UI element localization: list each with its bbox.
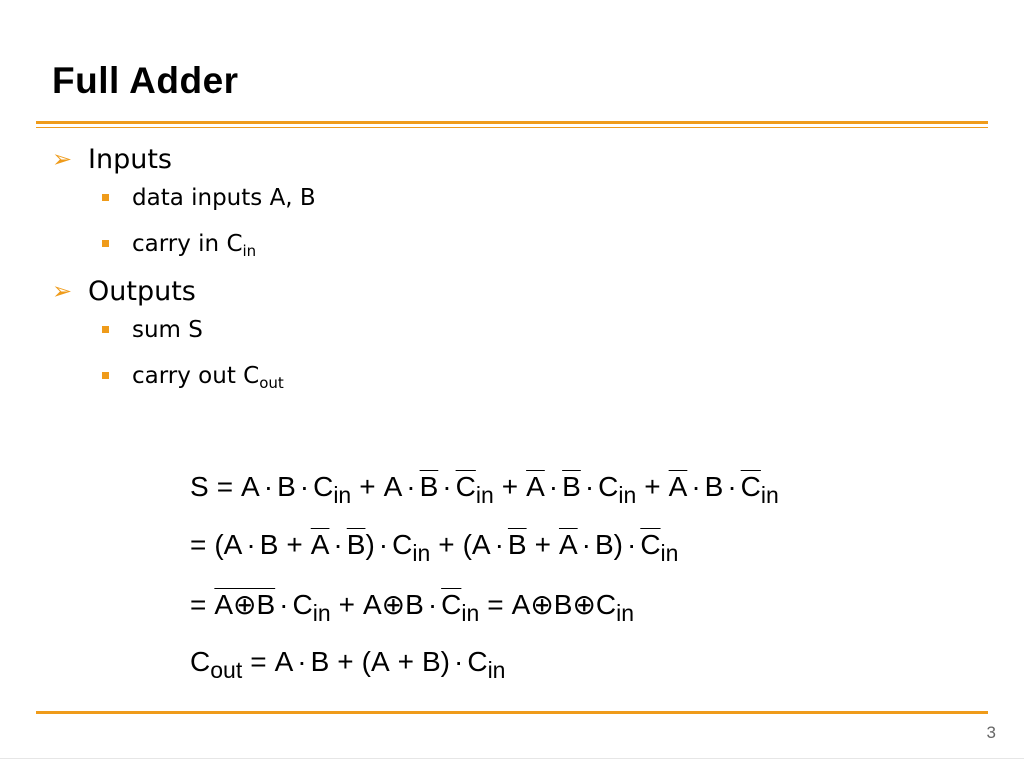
square-bullet-icon bbox=[102, 240, 109, 247]
sub-bullet-text: data inputs A, B bbox=[132, 185, 316, 211]
slide-title: Full Adder bbox=[52, 60, 239, 101]
subscript: out bbox=[259, 374, 284, 392]
equation-carry-out: $C_{out} = A \cdot B + (A + B) \cdot C_{in}$ bbox=[190, 646, 506, 683]
title-divider bbox=[36, 121, 988, 124]
sub-bullet-text: carry out C bbox=[132, 363, 260, 389]
equation-sum: $S = A \cdot B \cdot C_{in} + A \cdot \overline{B} \cdot \overline{C}_{in} + \overline{A} \cdot \overline{B} \cdot C_{in} + \overline{A} \cdot B \cdot \overline{C}_{in}$ bbox=[190, 471, 779, 508]
bullet-label: Outputs bbox=[88, 276, 196, 307]
equation-sum-xor: = A⊕B · $C_{in}$ + A⊕B · $\overline{C}_{in}$ = $A\oplus B\oplus C_{in}$ bbox=[190, 589, 635, 626]
sub-bullet-text: carry in C bbox=[132, 231, 243, 257]
square-bullet-icon bbox=[102, 326, 109, 333]
arrow-bullet-icon: ➢ bbox=[52, 145, 73, 173]
equation-sum-factored: = $(A \cdot B + \overline{A} \cdot \overline{B}) \cdot C_{in} + (A \cdot \overline{B} + \overline{A} \cdot B) \cdot \overline{C}_{in}$ bbox=[190, 529, 679, 566]
arrow-bullet-icon: ➢ bbox=[52, 277, 73, 305]
bullet-label: Inputs bbox=[88, 144, 172, 175]
sub-bullet-carry-out bbox=[52, 360, 316, 406]
bullet-outputs bbox=[52, 274, 316, 314]
sub-bullet-data-inputs bbox=[52, 182, 316, 228]
bullet-inputs bbox=[52, 142, 316, 182]
footer-divider bbox=[36, 711, 988, 714]
sub-bullet-carry-in bbox=[52, 228, 316, 274]
footer-edge bbox=[0, 758, 1024, 759]
sub-bullet-text: sum S bbox=[132, 317, 203, 343]
square-bullet-icon bbox=[102, 372, 109, 379]
square-bullet-icon bbox=[102, 194, 109, 201]
subscript: in bbox=[242, 242, 257, 260]
sub-bullet-sum bbox=[52, 314, 316, 360]
title-divider-thin bbox=[36, 127, 988, 128]
page-number: 3 bbox=[986, 723, 996, 742]
bullet-list bbox=[52, 142, 316, 406]
